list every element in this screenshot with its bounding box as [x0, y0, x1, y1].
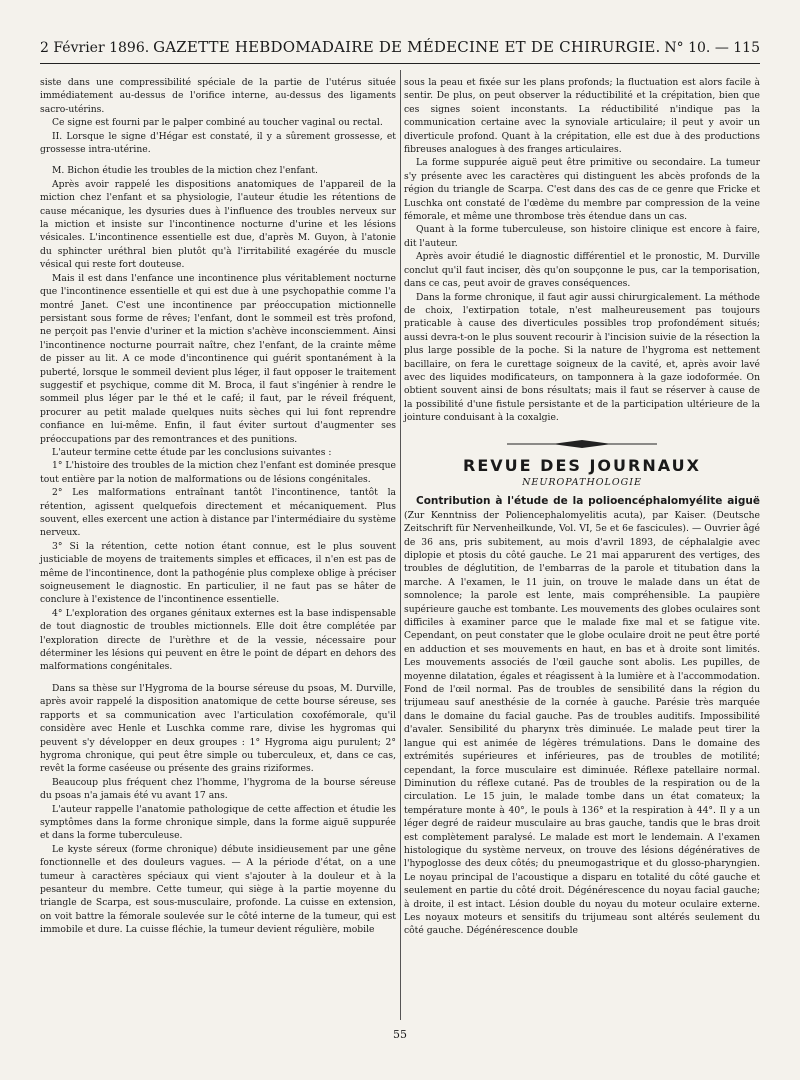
paragraph: Dans sa thèse sur l'Hygroma de la bourse séreuse du psoas, M. Durville, après avoir rappelé la disposition anatomique de cette bourse séreuse, ses rapports et sa communication avec l'articulation coxofémorale, qu'il considère avec Henle et Luschka comme rare, divise les hygromas qui peuvent s'y développer en deux groupes : 1° Hygroma aigu purulent; 2° hygroma chronique, qui peut être simple ou tuberculeux, et, dans ce cas, revêt la forme caséeuse ou présente des grains riziformes. — [40, 682, 396, 775]
journal-title: GAZETTE HEBDOMADAIRE DE MÉDECINE ET DE CHIRURGIE. — [153, 38, 661, 56]
paragraph: La forme suppurée aiguë peut être primitive ou secondaire. La tumeur s'y présente avec les caractères qui distinguent les abcès profonds de la région du triangle de Scarpa. C'est dans des cas de ce genre que Fricke et Luschka ont constaté de l'œdème du membre par compression de la veine fémorale, et même une thrombose très étendue dans un cas. — [404, 157, 760, 223]
issue-page: N° 10. — 115 — [664, 40, 760, 56]
article-title: Contribution à l'étude de la polioencéphalomyélite aiguë — [416, 495, 760, 508]
paragraph: Ce signe est fourni par le palper combiné au toucher vaginal ou rectal. — [52, 117, 383, 129]
header-date: 2 Février 1896. — [40, 40, 150, 56]
review-article — [404, 495, 760, 937]
right-column-top — [404, 76, 760, 425]
left-column — [40, 76, 396, 937]
page-header — [40, 38, 760, 62]
paragraph: Mais il est dans l'enfance une incontinence plus véritablement nocturne que l'incontinence essentielle et qui est due à une psychopathie comme l'a montré Janet. C'est une incontinence par préoccupation mictionnelle persistant sous forme de rêves; l'enfant, dont le sommeil est très profond, ne perçoit pas l'envie d'uriner et la miction s'achève inconsciemment. Ainsi l'incontinence nocturne pourrait naître, chez l'enfant, de la crainte même de pisser au lit. A ce mode d'incontinence qui guérit spontanément à la puberté, lorsque le sommeil devient plus léger, il faut opposer le traitement suggestif et psychique, comme dit M. Broca, il faut s'ingénier à rendre le sommeil plus léger par le thé et le café; il faut, par le réveil fréquent, procurer au petit malade quelques nuits sèches qui lui font reprendre confiance en lui-même. Enfin, il faut éviter surtout d'augmenter ses préoccupations par des remontrances et des punitions. — [40, 272, 396, 445]
review-subsection: NEUROPATHOLOGIE — [522, 476, 642, 488]
section-ornament — [507, 439, 657, 449]
paragraph: 2° Les malformations entraînant tantôt l'incontinence, tantôt la rétention, agissent quelquefois directement et mécaniquement. Plus souvent, elles exercent une action à distance par l'intermédiaire du système nerveux. — [40, 487, 396, 539]
paragraph: II. Lorsque le signe d'Hégar est constaté, il y a sûrement grossesse, et grossesse intra-utérine. — [40, 130, 396, 156]
paragraph: L'auteur termine cette étude par les conclusions suivantes : — [52, 446, 332, 458]
article-body: (Zur Kenntniss der Poliencephalomyelitis acuta), par Kaiser. (Deutsche Zeitschrift für Nervenheilkunde, Vol. VI, 5e et 6e fascicules). — Ouvrier âgé de 36 ans, pris subitement, au mois d'avril 1893, de céphalalgie avec diplopie et ptosis du côté gauche. Le 21 mai apparurent des vertiges, des troubles de déglutition, de l'embarras de la parole et titubation dans la marche. A l'examen, le 11 juin, on trouve le malade dans un état de somnolence; la parole est lente, mais compréhensible. La paupière supérieure gauche est tombante. Les mouvements des globes oculaires sont difficiles à examiner parce que le malade fixe mal et se fatigue vite. Cependant, on peut constater que le globe oculaire droit ne peut être porté en adduction et ses mouvements en haut, en bas et à droite sont limités. Les mouvements associés de l'œil gauche sont abolis. Les pupilles, de moyenne dilatation, égales et réagissent à la lumière et à l'accommodation. Fond de l'œil normal. Pas de troubles de sensibilité dans la région du trijumeau sauf anesthésie de la cornée à gauche. Parésie très marquée dans le domaine du facial gauche. Pas de troubles auditifs. Impossibilité d'avaler. Sensibilité du pharynx très diminuée. Le malade peut tirer la langue qui est animée de légères trémulations. Dans le domaine des extrémités supérieures et inférieures, pas de troubles de motilité; cependant, la force musculaire est diminuée. Réflexe patellaire normal. Diminution du réflexe cutané. Pas de troubles de la respiration ou de la circulation. Le 15 juin, le malade tombe dans un état comateux; la température monte à 40°, le pouls à 136° et la respiration à 44°. Il y a un léger degré de raideur musculaire au bras gauche, tandis que le bras droit est complètement paralysé. Le malade est mort le lendemain. A l'examen histologique du système nerveux, on trouve des lésions dégénératives de l'hypoglosse des deux côtés; du pneumogastrique et du glosso-pharyngien. Le noyau principal de l'acoustique a disparu en totalité du côté gauche et seulement en partie du côté droit. Dégénérescence du noyau facial gauche; à droite, il est intact. Lésion double du noyau du moteur oculaire externe. Les noyaux moteurs et sensitifs du trijumeau sont altérés seulement du côté gauche. Dégénérescence double — [404, 509, 760, 937]
column-divider — [400, 70, 401, 1020]
paragraph: Le kyste séreux (forme chronique) débute insidieusement par une gêne fonctionnelle et des douleurs vagues. — A la période d'état, on a une tumeur à caractères spéciaux qui vient s'ajouter à la douleur et à la pesanteur du membre. Cette tumeur, qui siège à la partie moyenne du triangle de Scarpa, est sous-musculaire, profonde. La cuisse en extension, on voit battre la fémorale soulevée sur le côté interne de la tumeur, qui est immobile et dure. La cuisse fléchie, la tumeur devient régulière, mobile — [40, 843, 396, 936]
paragraph: Après avoir étudié le diagnostic différentiel et le pronostic, M. Durville conclut qu'il faut inciser, dès qu'on soupçonne le pus, car la temporisation, dans ce cas, peut avoir de graves conséquences. — [404, 251, 760, 290]
paragraph: Beaucoup plus fréquent chez l'homme, l'hygroma de la bourse séreuse du psoas n'a jamais été vu avant 17 ans. — [40, 776, 396, 802]
right-column — [404, 76, 760, 938]
paragraph: Dans la forme chronique, il faut agir aussi chirurgicalement. La méthode de choix, l'extirpation totale, n'est malheureusement pas toujours praticable à cause des diverticules possibles trop profondément situés; aussi devra-t-on le plus souvent recourir à l'incision suivie de la résection la plus large possible de la poche. Si la nature de l'hygroma est nettement bacillaire, on fera le curettage soigneux de la cavité, et, après avoir lavé avec des liquides modificateurs, on tamponnera à la gaze iodoformée. On obtient souvent ainsi de bons résultats; mais il faut se réserver à cause de la possibilité d'une fistule persistante et de la participation ultérieure de la jointure conduisant à la coxalgie. — [404, 291, 760, 424]
paragraph: sous la peau et fixée sur les plans profonds; la fluctuation est alors facile à sentir. De plus, on peut observer la réductibilité et la crépitation, bien que ces signes soient inconstants. La réductibilité n'indique pas la communication certaine avec la synoviale articulaire; il peut y avoir un diverticule profond. Quant à la crépitation, elle est due à des productions fibreuses analogues à des franges articulaires. — [404, 77, 760, 156]
paragraph: 4° L'exploration des organes génitaux externes est la base indispensable de tout diagnostic de troubles mictionnels. Elle doit être complétée par l'exploration directe de l'urèthre et de la vessie, nécessaire pour déterminer les lésions qui peuvent en être le point de départ en dehors des malformations congénitales. — [40, 607, 396, 673]
review-section-title: REVUE DES JOURNAUX — [463, 455, 701, 475]
paragraph: M. Bichon étudie les troubles de la miction chez l'enfant. — [52, 165, 318, 177]
paragraph: siste dans une compressibilité spéciale de la partie de l'utérus située immédiatement au-dessus de l'orifice interne, au-dessus des ligaments sacro-utérins. — [40, 77, 396, 115]
header-rule — [40, 63, 760, 64]
paragraph: L'auteur rappelle l'anatomie pathologique de cette affection et étudie les symptômes dans la forme chronique simple, dans la forme aiguë suppurée et dans la forme tuberculeuse. — [40, 803, 396, 842]
paragraph: 3° Si la rétention, cette notion étant connue, est le plus souvent justiciable de moyens de traitements simples et efficaces, il n'en est pas de même de l'incontinence, dont la pathogénie plus complexe oblige à préciser soigneusement le diagnostic. En particulier, il ne faut pas se hâter de conclure à l'existence de l'incontinence essentielle. — [40, 540, 396, 606]
paragraph: Quant à la forme tuberculeuse, son histoire clinique est encore à faire, dit l'auteur. — [404, 224, 760, 249]
paragraph: Après avoir rappelé les dispositions anatomiques de l'appareil de la miction chez l'enfant et sa physiologie, l'auteur étudie les rétentions de cause mécanique, les dysuries dues à l'influence des troubles nerveux sur la miction et insiste sur l'incontinence nocturne d'urine et les lésions vésicales. L'incontinence essentielle est due, d'après M. Guyon, à l'atonie du sphincter uréthral bien plutôt qu'à l'irritabilité exagérée du muscle vésical qui reste fort douteuse. — [40, 178, 396, 271]
page-number: 55 — [393, 1028, 407, 1041]
paragraph: 1° L'histoire des troubles de la miction chez l'enfant est dominée presque tout entière par la notion de malformations ou de lésions congénitales. — [40, 460, 396, 485]
